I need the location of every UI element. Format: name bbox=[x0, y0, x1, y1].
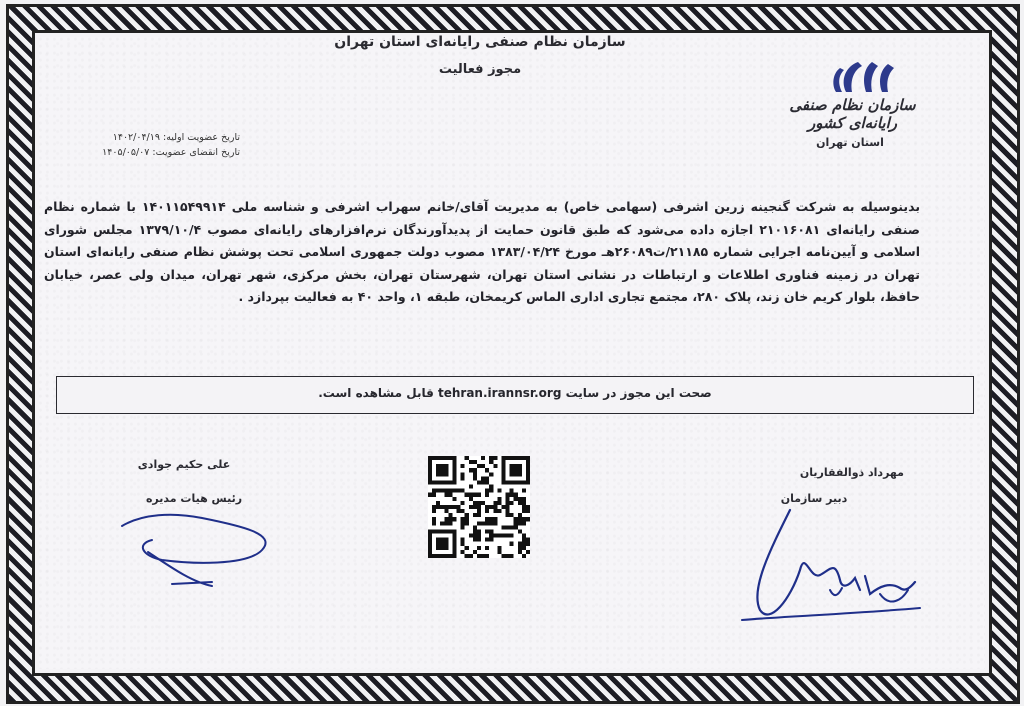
initial-membership-date: تاریخ عضویت اولیه: ۱۴۰۲/۰۴/۱۹ bbox=[112, 132, 240, 143]
left-signatory-title: رئیس هیات مدیره bbox=[145, 492, 243, 505]
verification-box bbox=[56, 376, 974, 414]
verification-text[interactable]: صحت این مجوز در سایت tehran.irannsr.org قابل مشاهده است. bbox=[318, 386, 712, 400]
organization-title: سازمان نظام صنفی رایانه‌ای استان تهران bbox=[334, 34, 626, 50]
membership-dates bbox=[30, 130, 240, 160]
left-signatory-name: علی حکیم جوادی bbox=[137, 458, 231, 471]
license-body-text: بدینوسیله به شرکت گنجینه زرین اشرفی (سهامی خاص) به مدیریت آقای/خانم سهراب اشرفی و شناسه ملی ۱۴۰۱۱۵۴۹۹۱۴ با شماره نظام صنفی رایانه‌ای ۲۱۰۱۶۰۸۱ اجازه داده می‌شود که طبق قانون حمایت از پدیدآورندگان نرم‌افزارهای رایانه‌ای مصوب ۱۳۷۹/۱۰/۴ مجلس شورای اسلامی و آیین‌نامه اجرایی شماره ۲۱۱۸۵/ت۲۶۰۸۹هـ مورخ ۱۳۸۳/۰۴/۲۴ مصوب دولت جمهوری اسلامی تحت پوشش نظام صنفی رایانه‌ای استان تهران در زمینه فناوری اطلاعات و ارتباطات در نشانی استان تهران، شهرستان تهران، بخش مرکزی، شهر تهران، میدان ولی عصر، خیابان حافظ، بلوار کریم خان زند، پلاک ۲۸۰، مجتمع تجاری اداری الماس کریمخان، طبقه ۱، واحد ۴۰ به فعالیت بپردازد . bbox=[44, 199, 921, 304]
right-signature-icon bbox=[730, 490, 930, 640]
membership-expiry-date: تاریخ انقضای عضویت: ۱۴۰۵/۰۵/۰۷ bbox=[102, 147, 240, 158]
document-title: مجوز فعالیت bbox=[438, 62, 522, 77]
right-signatory-name: مهرداد ذوالفقاریان bbox=[799, 466, 904, 479]
left-signature-icon bbox=[112, 504, 282, 594]
logo-wordmark: سازمان نظام صنفی رایانه‌ای کشور bbox=[789, 96, 916, 132]
right-signatory-title: دبیر سازمان bbox=[780, 492, 848, 505]
qr-code-icon[interactable] bbox=[428, 456, 530, 558]
logo-province: استان تهران bbox=[816, 136, 884, 149]
